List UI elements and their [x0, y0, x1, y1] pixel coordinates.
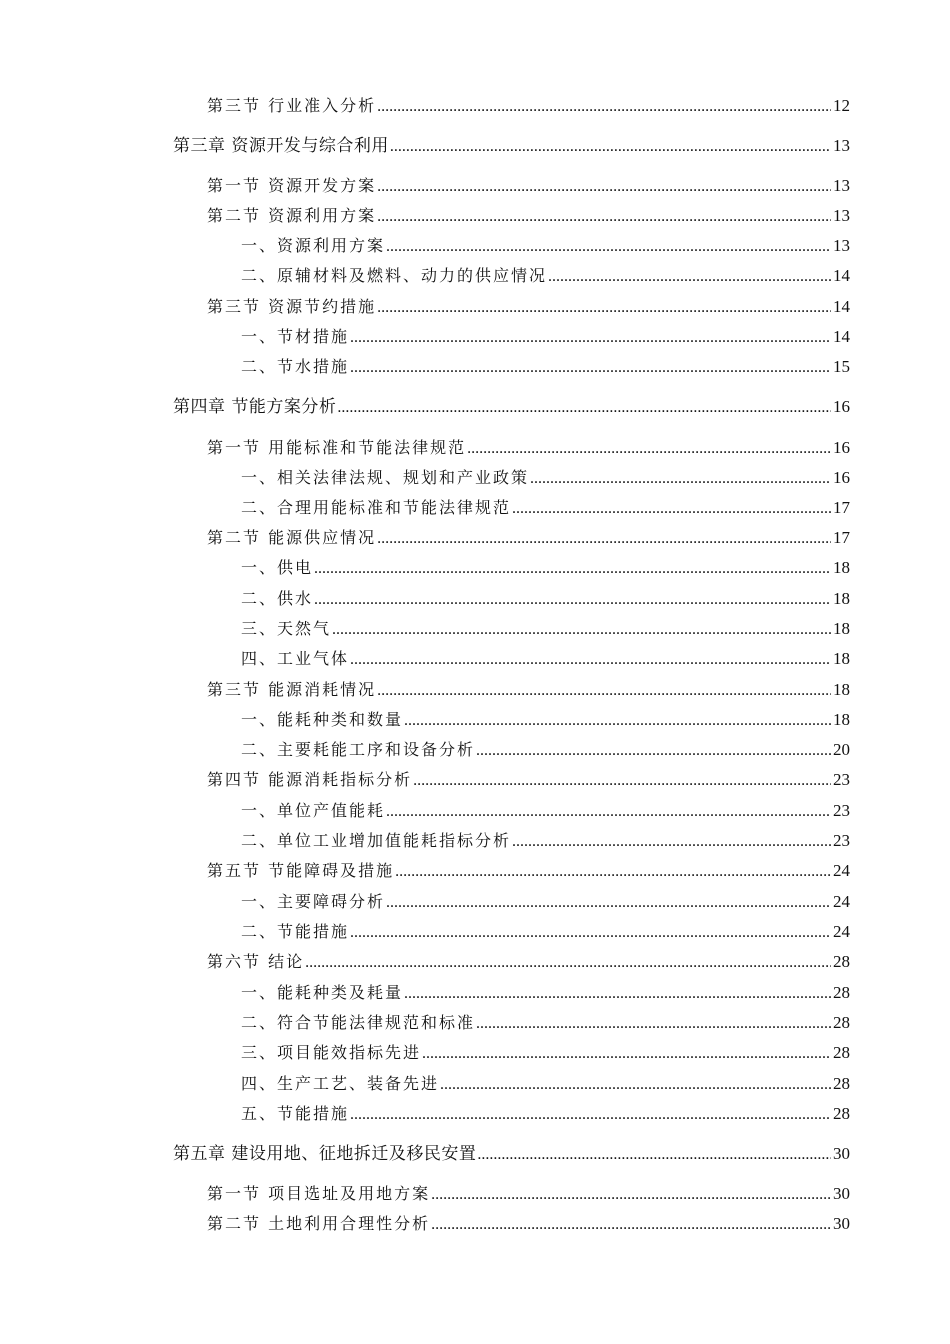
dot-leader — [377, 175, 831, 199]
toc-entry-title: 二、主要耗能工序和设备分析 — [241, 740, 476, 759]
toc-section-entry[interactable] — [207, 859, 850, 883]
toc-page-number: 13 — [833, 136, 850, 155]
toc-section-entry[interactable] — [207, 768, 850, 792]
toc-page-number: 23 — [833, 801, 850, 820]
toc-page-number: 18 — [833, 589, 850, 608]
toc-page-number: 13 — [833, 236, 850, 255]
toc-section-entry[interactable] — [207, 436, 850, 460]
toc-entry-title: 一、节材措施 — [241, 327, 350, 346]
toc-page-number: 28 — [833, 1104, 850, 1123]
dot-leader — [377, 205, 831, 229]
toc-entry-title: 第四章 节能方案分析 — [173, 397, 337, 417]
toc-item-entry[interactable] — [241, 920, 850, 944]
toc-item-entry[interactable] — [241, 234, 850, 258]
dot-leader — [440, 1073, 831, 1097]
toc-page-number: 24 — [833, 922, 850, 941]
toc-entry-title: 第三节 资源节约措施 — [207, 297, 377, 316]
toc-item-entry[interactable] — [241, 587, 850, 611]
toc-entry-title: 二、节能措施 — [241, 922, 350, 941]
dot-leader — [404, 709, 831, 733]
toc-section-entry[interactable] — [207, 1182, 850, 1206]
dot-leader — [476, 739, 831, 763]
toc-item-entry[interactable] — [241, 325, 850, 349]
dot-leader — [350, 356, 831, 380]
toc-entry-title: 第六节 结论 — [207, 952, 305, 971]
toc-page-number: 18 — [833, 680, 850, 699]
toc-page-number: 18 — [833, 710, 850, 729]
toc-section-entry[interactable] — [207, 526, 850, 550]
toc-entry-title: 第一节 资源开发方案 — [207, 176, 377, 195]
toc-item-entry[interactable] — [241, 1102, 850, 1126]
dot-leader — [386, 235, 831, 259]
dot-leader — [512, 830, 831, 854]
toc-page-number: 24 — [833, 861, 850, 880]
dot-leader — [548, 265, 831, 289]
toc-entry-title: 第四节 能源消耗指标分析 — [207, 770, 413, 789]
toc-item-entry[interactable] — [241, 829, 850, 853]
toc-item-entry[interactable] — [241, 738, 850, 762]
dot-leader — [386, 800, 831, 824]
toc-page-number: 30 — [833, 1144, 850, 1163]
toc-entry-title: 一、资源利用方案 — [241, 236, 386, 255]
toc-item-entry[interactable] — [241, 1072, 850, 1096]
toc-item-entry[interactable] — [241, 1041, 850, 1065]
toc-item-entry[interactable] — [241, 647, 850, 671]
toc-page-number: 17 — [833, 528, 850, 547]
dot-leader — [350, 1103, 831, 1127]
toc-page-number: 16 — [833, 438, 850, 457]
dot-leader — [350, 648, 831, 672]
toc-entry-title: 第一节 项目选址及用地方案 — [207, 1184, 431, 1203]
toc-entry-title: 四、工业气体 — [241, 649, 350, 668]
toc-entry-title: 第五章 建设用地、征地拆迁及移民安置 — [173, 1144, 477, 1164]
toc-entry-title: 一、单位产值能耗 — [241, 801, 386, 820]
toc-entry-title: 二、节水措施 — [241, 357, 350, 376]
dot-leader — [404, 982, 831, 1006]
toc-item-entry[interactable] — [241, 708, 850, 732]
toc-item-entry[interactable] — [241, 496, 850, 520]
toc-entry-title: 一、主要障碍分析 — [241, 892, 386, 911]
toc-page-number: 30 — [833, 1184, 850, 1203]
dot-leader — [467, 437, 831, 461]
dot-leader — [314, 557, 831, 581]
toc-entry-title: 二、合理用能标准和节能法律规范 — [241, 498, 512, 517]
toc-section-entry[interactable] — [207, 204, 850, 228]
toc-entry-title: 第五节 节能障碍及措施 — [207, 861, 395, 880]
dot-leader — [431, 1213, 831, 1237]
toc-entry-title: 第二节 能源供应情况 — [207, 528, 377, 547]
toc-entry-title: 第二节 资源利用方案 — [207, 206, 377, 225]
toc-entry-title: 第三节 行业准入分析 — [207, 96, 377, 115]
dot-leader — [377, 527, 831, 551]
toc-entry-title: 二、原辅材料及燃料、动力的供应情况 — [241, 266, 548, 285]
toc-item-entry[interactable] — [241, 264, 850, 288]
dot-leader — [413, 769, 831, 793]
toc-entry-title: 二、符合节能法律规范和标准 — [241, 1013, 476, 1032]
toc-page-number: 14 — [833, 297, 850, 316]
dot-leader — [530, 467, 831, 491]
toc-page-number: 13 — [833, 206, 850, 225]
toc-entry-title: 二、供水 — [241, 589, 314, 608]
toc-page-number: 28 — [833, 983, 850, 1002]
toc-page-number: 28 — [833, 1043, 850, 1062]
toc-entry-title: 第一节 用能标准和节能法律规范 — [207, 438, 467, 457]
toc-page-number: 30 — [833, 1214, 850, 1233]
toc-page-number: 13 — [833, 176, 850, 195]
dot-leader — [477, 1143, 831, 1167]
toc-page-number: 20 — [833, 740, 850, 759]
toc-section-entry[interactable] — [207, 94, 850, 118]
toc-section-entry[interactable] — [207, 950, 850, 974]
dot-leader — [422, 1042, 831, 1066]
toc-page-number: 24 — [833, 892, 850, 911]
toc-item-entry[interactable] — [241, 1011, 850, 1035]
toc-page-number: 16 — [833, 397, 850, 416]
toc-page-number: 14 — [833, 327, 850, 346]
toc-chapter-entry[interactable] — [173, 395, 850, 419]
toc-page-number: 23 — [833, 770, 850, 789]
toc-item-entry[interactable] — [241, 799, 850, 823]
dot-leader — [350, 921, 831, 945]
dot-leader — [337, 396, 831, 420]
toc-page-number: 18 — [833, 558, 850, 577]
dot-leader — [386, 891, 831, 915]
dot-leader — [377, 95, 831, 119]
toc-section-entry[interactable] — [207, 678, 850, 702]
toc-entry-title: 第二节 土地利用合理性分析 — [207, 1214, 431, 1233]
toc-page-number: 28 — [833, 952, 850, 971]
dot-leader — [332, 618, 831, 642]
toc-entry-title: 五、节能措施 — [241, 1104, 350, 1123]
toc-page-number: 12 — [833, 96, 850, 115]
dot-leader — [431, 1183, 831, 1207]
toc-entry-title: 二、单位工业增加值能耗指标分析 — [241, 831, 512, 850]
toc-section-entry[interactable] — [207, 1212, 850, 1236]
toc-entry-title: 一、能耗种类及耗量 — [241, 983, 404, 1002]
dot-leader — [350, 326, 831, 350]
toc-chapter-entry[interactable] — [173, 134, 850, 158]
dot-leader — [476, 1012, 831, 1036]
toc-entry-title: 第三节 能源消耗情况 — [207, 680, 377, 699]
toc-page-number: 15 — [833, 357, 850, 376]
toc-item-entry[interactable] — [241, 981, 850, 1005]
toc-entry-title: 一、供电 — [241, 558, 314, 577]
dot-leader — [512, 497, 831, 521]
toc-item-entry[interactable] — [241, 556, 850, 580]
toc-entry-title: 一、能耗种类和数量 — [241, 710, 404, 729]
toc-item-entry[interactable] — [241, 890, 850, 914]
toc-section-entry[interactable] — [207, 295, 850, 319]
toc-page-number: 18 — [833, 619, 850, 638]
toc-page-number: 14 — [833, 266, 850, 285]
toc-entry-title: 第三章 资源开发与综合利用 — [173, 136, 389, 156]
toc-page-number: 23 — [833, 831, 850, 850]
toc-item-entry[interactable] — [241, 466, 850, 490]
dot-leader — [377, 296, 831, 320]
toc-page-number: 16 — [833, 468, 850, 487]
toc-page-number: 28 — [833, 1074, 850, 1093]
toc-entry-title: 三、天然气 — [241, 619, 332, 638]
toc-page-number: 18 — [833, 649, 850, 668]
toc-page-number: 28 — [833, 1013, 850, 1032]
toc-item-entry[interactable] — [241, 617, 850, 641]
dot-leader — [305, 951, 831, 975]
toc-chapter-entry[interactable] — [173, 1142, 850, 1166]
toc-entry-title: 一、相关法律法规、规划和产业政策 — [241, 468, 530, 487]
dot-leader — [395, 860, 831, 884]
toc-page-number: 17 — [833, 498, 850, 517]
dot-leader — [377, 679, 831, 703]
toc-entry-title: 四、生产工艺、装备先进 — [241, 1074, 440, 1093]
toc-entry-title: 三、项目能效指标先进 — [241, 1043, 422, 1062]
toc-item-entry[interactable] — [241, 355, 850, 379]
toc-section-entry[interactable] — [207, 174, 850, 198]
dot-leader — [390, 135, 831, 159]
dot-leader — [314, 588, 831, 612]
